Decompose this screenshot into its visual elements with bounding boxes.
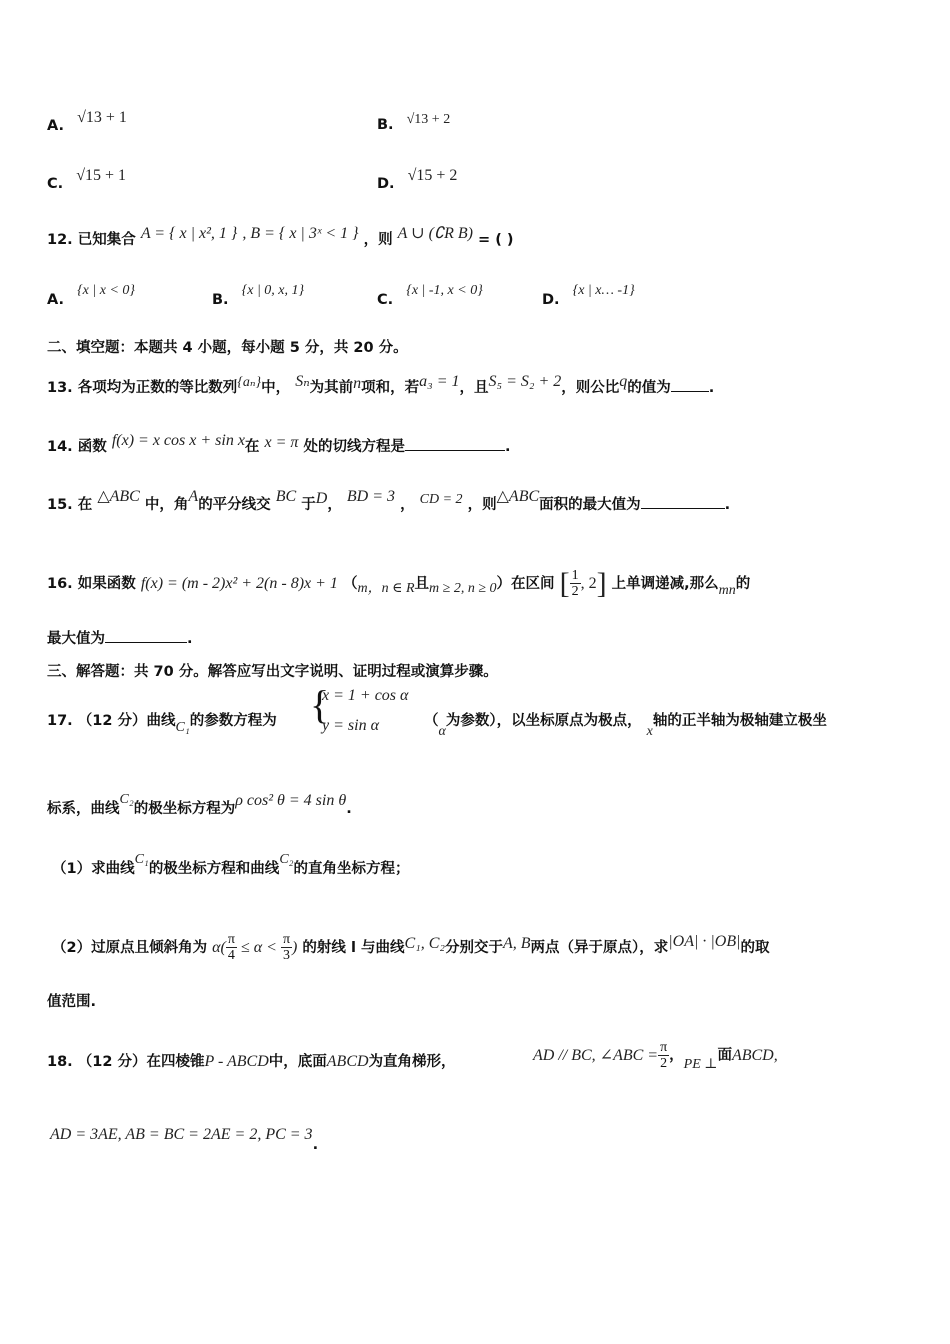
question-13: 13. 各项均为正数的等比数列{aₙ}中， Sₙ为其前n项和，若a₃ = 1，且S₅ = S₂ + 2，则公比q的值为 .: [47, 373, 715, 396]
question-18-cond: AD // BC, ∠ABC = $\frac{\pi}{2}$ ，PE ⊥面ABCD,: [533, 1040, 778, 1072]
q12-set-a: A = { x | x², 1 }: [140, 225, 238, 242]
question-18: 18. （12 分）在四棱锥P - ABCD中，底面ABCD为直角梯形，: [47, 1053, 456, 1070]
section-2-heading: 二、填空题：本题共 4 小题，每小题 5 分，共 20 分。: [47, 340, 408, 356]
q11-option-b: B. √13 + 2: [377, 112, 451, 133]
question-17-line1b: （α为参数），以坐标原点为极点， x轴的正半轴为极轴建立极坐: [424, 713, 827, 739]
question-16-line2: 最大值为 .: [47, 631, 193, 647]
q12-option-b: B. {x | 0, x, 1}: [212, 283, 305, 308]
q11-option-a: A. √13 + 1: [47, 109, 127, 134]
q12-expr: A ∪ (∁R B): [397, 225, 473, 242]
q13-answer-blank[interactable]: [671, 379, 709, 392]
question-17-part2-line2: 值范围.: [47, 994, 97, 1010]
q11-option-c: C. √15 + 1: [47, 167, 127, 192]
section-3-heading: 三、解答题：共 70 分。解答应写出文字说明、证明过程或演算步骤。: [47, 664, 498, 680]
q18-frac-pi-2: $\frac{\pi}{2}$: [660, 1040, 668, 1072]
q12-option-a: A. {x | x < 0}: [47, 283, 135, 308]
q16-interval-fraction: $\frac{1}{2}$: [571, 568, 579, 600]
question-16: 16. 如果函数 f(x) = (m - 2)x² + 2(n - 8)x + 1 （m，n ∈ R且m ≥ 2, n ≥ 0）在区间 [ $\frac{1}{2}$ , 2] 上单调递减,那么mn的: [47, 566, 751, 600]
q12-option-d: D. {x | x… -1}: [542, 283, 635, 308]
q12-set-b: , B = { x | 3ˣ < 1 }: [242, 225, 359, 242]
question-17: 17. （12 分）曲线C₁的参数方程为: [47, 713, 277, 735]
q11-option-a-expr: √13 + 1: [77, 109, 127, 126]
question-17-part2: （2）过原点且倾斜角为 α( $\frac{\pi}{4}$ ≤ α < $\frac{\pi}{3}$ ) 的射线 l 与曲线C₁, C₂分别交于A, B两点（异于原点），求|OA| · |OB|的取: [52, 932, 770, 964]
question-14: 14. 函数 f(x) = x cos x + sin x在 x = π 处的切线方程是 .: [47, 432, 511, 455]
q11-option-c-expr: √15 + 1: [76, 167, 127, 184]
question-18-line2: AD = 3AE, AB = BC = 2AE = 2, PC = 3.: [50, 1126, 319, 1153]
q11-option-d-expr: √15 + 2: [407, 167, 458, 184]
question-17-line2: 标系，曲线C₂的极坐标方程为ρ cos² θ = 4 sin θ.: [47, 792, 352, 817]
q11-option-b-expr: √13 + 2: [406, 112, 451, 127]
q17-frac-pi-4: $\frac{\pi}{4}$: [227, 932, 235, 964]
q15-answer-blank[interactable]: [641, 496, 725, 509]
q14-answer-blank[interactable]: [405, 438, 505, 451]
q17-frac-pi-3: $\frac{\pi}{3}$: [282, 932, 291, 964]
question-12: 12. 已知集合 A = { x | x², 1 } , B = { x | 3ˣ < 1 } ，则 A ∪ (∁R B) = ( ): [47, 225, 514, 248]
q16-answer-blank[interactable]: [105, 630, 187, 643]
q12-option-c: C. {x | -1, x < 0}: [377, 283, 483, 308]
question-15: 15. 在 △ABC 中，角A的平分线交 BC 于D， BD = 3 ， CD = 2 ，则△ABC面积的最大值为 .: [47, 488, 731, 513]
question-17-part1: （1）求曲线C₁的极坐标方程和曲线C₂的直角坐标方程；: [52, 852, 410, 877]
q11-option-d: D. √15 + 2: [377, 167, 458, 192]
